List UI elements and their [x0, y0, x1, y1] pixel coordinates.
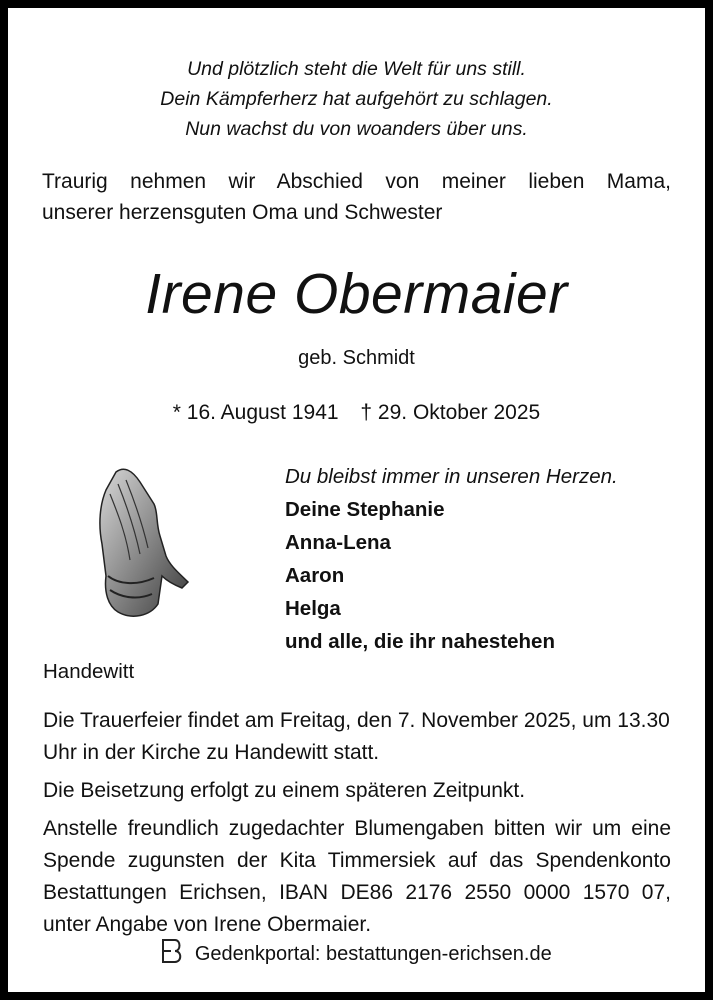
footer: [8, 938, 705, 973]
praying-hands-icon: [96, 464, 191, 624]
family-member: Aaron: [285, 564, 345, 587]
family-quote: Du bleibst immer in unseren Herzen.: [285, 465, 618, 488]
deceased-name: Irene Obermaier: [145, 262, 568, 326]
poem: [8, 54, 705, 144]
intro-text: [42, 166, 671, 228]
intro-line: Traurig nehmen wir Abschied von meiner lieben Mama,: [42, 170, 671, 193]
family-member: Helga: [285, 597, 341, 620]
poem-line: Dein Kämpferherz hat aufgehört zu schlagen.: [160, 88, 553, 110]
death-date: † 29. Oktober 2025: [360, 401, 541, 424]
funeral-details: [43, 705, 671, 947]
eb-logo-icon: [161, 938, 183, 973]
maiden-name: geb. Schmidt: [298, 347, 415, 369]
intro-line: unserer herzensguten Oma und Schwester: [42, 201, 443, 224]
place: Handewitt: [43, 660, 135, 683]
ceremony-info: Die Trauerfeier findet am Freitag, den 7. November 2025, um 13.30 Uhr in der Kirche zu Handewitt statt.: [43, 709, 670, 764]
family-signature: [285, 460, 618, 658]
family-member: Anna-Lena: [285, 531, 391, 554]
family-member: Deine Stephanie: [285, 498, 445, 521]
burial-info: Die Beisetzung erfolgt zu einem späteren Zeitpunkt.: [43, 779, 526, 802]
birth-date: * 16. August 1941: [172, 401, 339, 424]
obituary-card: [8, 8, 705, 992]
poem-line: Nun wachst du von woanders über uns.: [185, 118, 528, 140]
donation-info: Anstelle freundlich zugedachter Blumengaben bitten wir um eine Spende zugunsten der Kita Timmersiek auf das Spendenkonto Bestattungen Erichsen, IBAN DE86 2176 2550 0000 1570 07, unter Angabe von Irene Obermaier.: [43, 817, 671, 936]
memorial-portal-link[interactable]: Gedenkportal: bestattungen-erichsen.de: [194, 943, 552, 965]
family-member: und alle, die ihr nahestehen: [285, 630, 555, 653]
life-dates: [8, 398, 705, 428]
poem-line: Und plötzlich steht die Welt für uns still.: [187, 58, 526, 80]
